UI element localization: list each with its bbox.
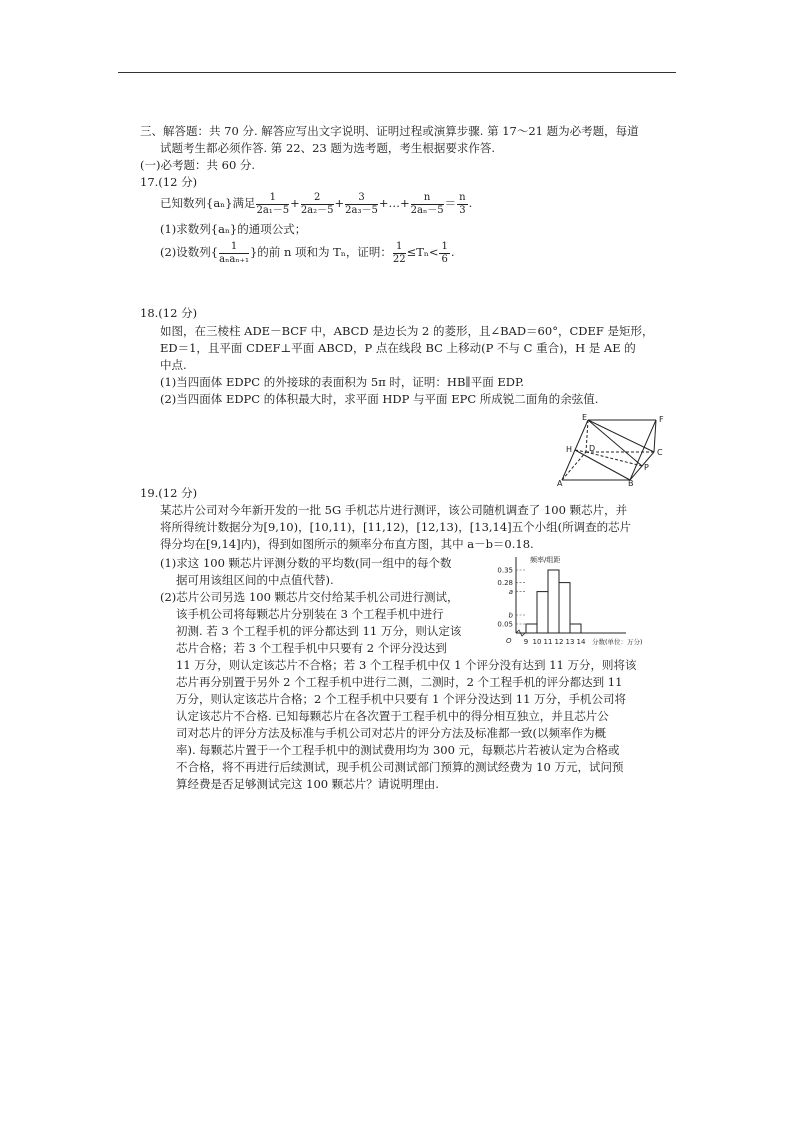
q19-p2-line7: 不合格，将不再进行后续测试，现手机公司测试部门预算的测试经费为 10 万元，试问预 xyxy=(176,760,624,774)
label-B: B xyxy=(628,479,634,486)
y-tick-label: 0.35 xyxy=(497,566,513,575)
q17-frac-n xyxy=(411,192,444,217)
edge-HB xyxy=(575,450,630,480)
x-tick-label: 14 xyxy=(576,638,586,646)
q19-p2-line4: 认定该芯片不合格. 已知每颗芯片在各次置于工程手机中的得分相互独立，并且芯片公 xyxy=(176,709,609,723)
histogram-bar xyxy=(548,570,559,633)
q17-part2-prefix: (2)设数列{ xyxy=(160,245,219,259)
origin-label: O xyxy=(506,637,512,645)
q19-p1-line4: 该手机公司将每颗芯片分别装在 3 个工程手机中进行 xyxy=(176,607,444,621)
histogram-bar xyxy=(570,624,581,633)
q17-part2-den: aₙaₙ₊₁ xyxy=(219,253,249,265)
prism-figure xyxy=(556,412,668,486)
y-tick-label: 0.28 xyxy=(497,579,513,588)
q17-stem-prefix: 已知数列{aₙ}满足 xyxy=(160,196,256,210)
x-tick-label: 10 xyxy=(532,638,542,646)
q17-part2-frac xyxy=(219,241,249,266)
q19-p1-line2: 据可用该组区间的中点值代替). xyxy=(176,573,334,587)
q17-frac-3-den: 2a₃－5 xyxy=(345,204,378,216)
q18-part2: (2)当四面体 EDPC 的体积最大时，求平面 HDP 与平面 EPC 所成锐二面角的余弦值. xyxy=(160,392,599,406)
q17-part2-mid: }的前 n 项和为 Tₙ，证明： xyxy=(249,245,392,259)
x-tick-label: 12 xyxy=(554,638,564,646)
q17-ineq-right-num: 1 xyxy=(441,240,448,252)
q19-p2-line6: 率). 每颗芯片置于一个工程手机中的测试费用均为 300 元，每颗芯片若被认定为合格或 xyxy=(176,743,620,757)
y-axis-label: 频率/组距 xyxy=(530,556,561,564)
q17-frac-2-den: 2a₂－5 xyxy=(300,204,334,216)
q17-stem: 已知数列{aₙ}满足 $\frac{1}{\text{2a₁－5}}$ + $\frac{2}{\text{2a₂－5}}$ + $\frac{3}{\text{2a₃－5}}$ +…+ $\frac{n}{\text{2aₙ－5}}$ ＝ $\frac{n}{3}$ . xyxy=(160,191,473,216)
q17-part1: (1)求数列{aₙ}的通项公式； xyxy=(160,222,307,236)
section-title-line2: 试题考生都必须作答. 第 22、23 题为选考题，考生根据要求作答. xyxy=(160,141,496,155)
q18-part1: (1)当四面体 EDPC 的外接球的表面积为 5π 时，证明：HB∥平面 EDP. xyxy=(160,375,525,389)
histogram-bar xyxy=(537,592,548,633)
label-P: P xyxy=(644,463,649,472)
q17-ineq-left-num: 1 xyxy=(393,241,406,254)
q19-p1-line3: (2)芯片公司另选 100 颗芯片交付给某手机公司进行测试， xyxy=(160,590,459,604)
q17-frac-1-den: 2a₁－5 xyxy=(256,204,290,216)
q17-dots: +…+ xyxy=(378,196,410,210)
x-tick-label: 11 xyxy=(543,638,553,646)
q17-rhs-num: n xyxy=(459,191,466,203)
q17-ineq-left xyxy=(393,241,406,266)
q17-rhs-den: 3 xyxy=(459,204,466,216)
y-tick-label: 0.05 xyxy=(497,620,513,629)
x-axis-label: 分数(单位：万分) xyxy=(592,638,643,646)
q18-line2: ED＝1，且平面 CDEF⊥平面 ABCD，P 点在线段 BC 上移动(P 不与 C 重合)，H 是 AE 的 xyxy=(160,341,636,355)
q17-part2-num: 1 xyxy=(219,241,249,254)
q17-frac-n-den: 2aₙ－5 xyxy=(410,204,444,216)
q19-p1-line5: 初测. 若 3 个工程手机的评分都达到 11 万分，则认定该 xyxy=(176,624,462,638)
edge-EC xyxy=(588,420,654,452)
histogram-bar xyxy=(526,624,537,633)
q17-frac-3-num: 3 xyxy=(345,192,378,205)
label-F: F xyxy=(659,415,664,424)
q17-header: 17.(12 分) xyxy=(140,175,198,189)
label-C: C xyxy=(657,448,663,457)
q17-frac-1 xyxy=(256,192,289,217)
label-H: H xyxy=(566,445,573,454)
edge-AD xyxy=(562,452,586,480)
q17-part2: (2)设数列{ $\frac{1}{\text{aₙaₙ₊₁}}$ }的前 n 项和为 Tₙ，证明： $\frac{1}{22}$ ≤Tₙ< $\frac{1}{6}$ . xyxy=(160,240,455,265)
q17-ineq-mid: ≤Tₙ< xyxy=(406,245,439,259)
q19-p1-line6: 芯片合格；若 3 个工程手机中只要有 2 个评分没达到 xyxy=(176,641,447,655)
q17-frac-n-num: n xyxy=(411,192,444,205)
q17-frac-3 xyxy=(345,192,378,217)
q17-ineq-right-den: 6 xyxy=(441,253,448,265)
q17-rhs xyxy=(457,192,467,217)
y-tick-label: b xyxy=(508,611,513,620)
label-E: E xyxy=(582,413,588,422)
q19-p2-line5: 司对芯片的评分方法及标准与手机公司对芯片的评分方法及标准都一致(以频率作为概 xyxy=(176,726,606,740)
q18-line1: 如图，在三棱柱 ADE－BCF 中，ABCD 是边长为 2 的菱形，且∠BAD＝60°，CDEF 是矩形， xyxy=(160,324,654,338)
q19-header: 19.(12 分) xyxy=(140,486,198,500)
histogram-bars xyxy=(526,570,581,633)
x-tick-label: 9 xyxy=(523,638,529,646)
required-label: (一)必考题：共 60 分. xyxy=(140,158,256,172)
y-tick-label: a xyxy=(508,588,513,597)
q18-header: 18.(12 分) xyxy=(140,306,198,320)
q19-line1: 某芯片公司对今年新开发的一批 5G 手机芯片进行测评，该公司随机调查了 100 颗芯片，并 xyxy=(160,503,628,517)
section-title-line1: 三、解答题：共 70 分. 解答应写出文字说明、证明过程或演算步骤. 第 17～21 题为必考题，每道 xyxy=(140,124,639,138)
q17-ineq-left-den: 22 xyxy=(392,253,406,265)
q17-frac-2 xyxy=(301,192,334,217)
q19-p1-line1: (1)求这 100 颗芯片评测分数的平均数(同一组中的每个数 xyxy=(160,556,452,570)
q19-line2: 将所得统计数据分为[9,10)，[10,11)，[11,12)，[12,13)，[13,14]五个小组(所调查的芯片 xyxy=(160,520,632,534)
q17-frac-1-num: 1 xyxy=(256,192,289,205)
q19-p2-line8: 算经费是否足够测试完这 100 颗芯片？请说明理由. xyxy=(176,777,439,791)
q19-p2-line2: 芯片再分别置于另外 2 个工程手机中进行二测，二测时，2 个工程手机的评分都达到 11 xyxy=(176,675,623,689)
q19-p2-line3: 万分，则认定该芯片合格；2 个工程手机中只要有 1 个评分没达到 11 万分，手机公司将 xyxy=(176,692,627,706)
x-tick-label: 13 xyxy=(565,638,575,646)
label-A: A xyxy=(557,479,563,486)
label-D: D xyxy=(589,444,596,453)
q17-frac-2-num: 2 xyxy=(301,192,334,205)
q19-line3: 得分均在[9,14]内)，得到如图所示的频率分布直方图，其中 a－b＝0.18. xyxy=(160,537,534,551)
q19-p2-line1: 11 万分，则认定该芯片不合格；若 3 个工程手机中仅 1 个评分没有达到 11 万分，则将该 xyxy=(176,658,637,672)
edge-FB xyxy=(630,420,656,480)
q18-line3: 中点. xyxy=(160,358,187,372)
q17-ineq-right xyxy=(439,241,449,266)
frequency-histogram xyxy=(480,553,670,648)
edge-EP xyxy=(588,420,642,466)
header-rule xyxy=(118,72,676,73)
histogram-bar xyxy=(559,583,570,633)
